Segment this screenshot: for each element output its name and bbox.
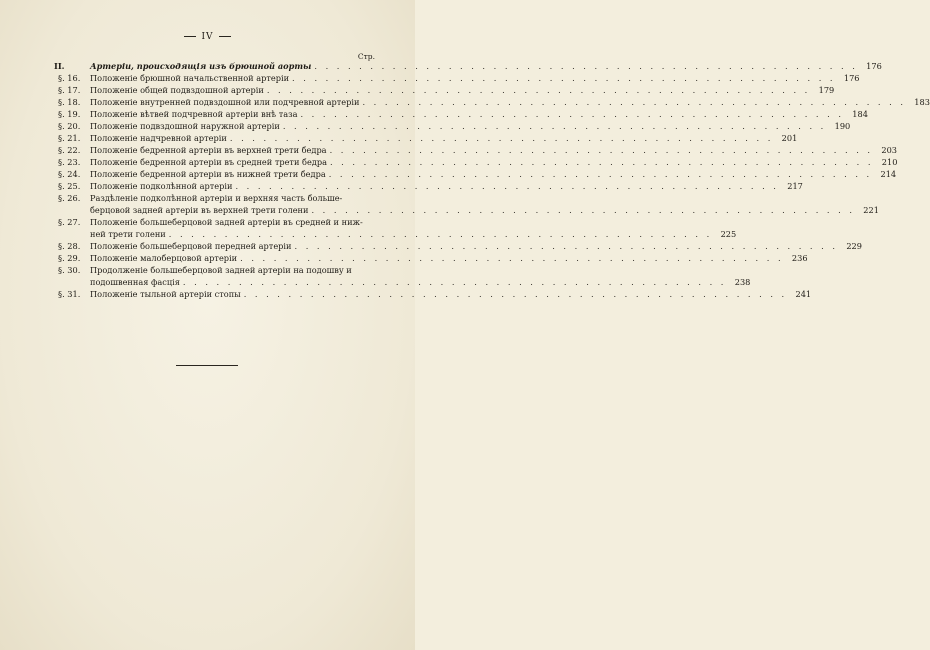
dot-leader (283, 120, 826, 132)
toc-page-number: 221 (863, 205, 879, 215)
dot-leader (267, 84, 810, 96)
toc-entry-body (90, 192, 879, 216)
toc-page-number: 184 (852, 109, 868, 119)
toc-entry-title: Положеніе малоберцовой артеріи (90, 253, 238, 263)
toc-entry-number: §. 31. (58, 289, 81, 299)
running-head (0, 32, 415, 42)
toc-page-number: 203 (881, 145, 898, 155)
toc-entry (58, 144, 898, 156)
dot-leader (295, 240, 838, 252)
toc-entry-number: §. 19. (58, 109, 81, 119)
dot-leader (314, 60, 857, 72)
toc-entry-body (90, 264, 750, 288)
toc-entry-body (90, 240, 862, 252)
toc-entry-body (90, 168, 896, 180)
dot-leader (330, 144, 873, 156)
toc-entry-title: подошвенная фасція (90, 277, 180, 287)
toc-entry-line (90, 120, 850, 132)
toc-entry-title: Положеніе бедренной артеріи въ верхней трети бедра (90, 145, 327, 155)
toc-entry-line (90, 132, 797, 144)
toc-entry-title: Положеніе внутренней подвздошной или подчревной артеріи (90, 97, 360, 107)
dot-leader (230, 132, 773, 144)
toc-entry (58, 240, 862, 252)
toc-entry-body (90, 96, 930, 108)
toc-entry (58, 216, 737, 240)
toc-entry (58, 252, 808, 264)
toc-entry-title: Положеніе бедренной артеріи въ средней трети бедра (90, 157, 327, 167)
toc-entry-number: §. 25. (58, 181, 81, 191)
toc-page-number: 217 (787, 181, 803, 191)
dot-leader (362, 96, 905, 108)
toc-page-number: 236 (791, 253, 808, 263)
toc-page-number: 241 (795, 289, 812, 299)
toc-entry (58, 84, 835, 96)
toc-entry-line (90, 108, 868, 120)
toc-entry (58, 156, 898, 168)
page-number-roman: IV (201, 32, 214, 42)
toc-entry-title: Положеніе подвздошной наружной артеріи (90, 121, 280, 131)
toc-entry-title: Положеніе надчревной артеріи (90, 133, 227, 143)
toc-section-heading (54, 60, 882, 72)
toc-entry-number: §. 30. (58, 265, 81, 275)
toc-entry (58, 72, 860, 84)
right-rule (219, 36, 231, 37)
toc-entry-body (90, 72, 860, 84)
dot-leader (240, 252, 783, 264)
toc-entry-line (90, 168, 896, 180)
toc-entry-line (90, 192, 879, 204)
toc-page-number: 176 (843, 73, 860, 83)
page-column-label: Стр. (357, 52, 375, 61)
toc-entry-body (90, 120, 850, 132)
toc-entry (58, 180, 803, 192)
toc-entry-number: §. 28. (58, 241, 81, 251)
toc-entry (58, 120, 851, 132)
toc-entry-number: §. 18. (58, 97, 81, 107)
toc-entry-body (90, 216, 736, 240)
toc-entry (58, 168, 897, 180)
toc-page-number: 225 (720, 229, 737, 239)
toc-entry-line (90, 72, 860, 84)
toc-entry-title: Положеніе большеберцовой задней артеріи въ средней и ниж- (90, 217, 363, 227)
toc-entry-body (90, 180, 803, 192)
toc-entry-title: Положеніе брюшной начальственной артеріи (90, 73, 290, 83)
dot-leader (235, 180, 778, 192)
toc-entry-number: §. 29. (58, 253, 81, 263)
toc-page-number: 229 (846, 241, 862, 251)
toc-page-number: 201 (781, 133, 798, 143)
toc-entry (58, 132, 798, 144)
toc-entry-body (90, 60, 882, 72)
toc-entry-line (90, 228, 736, 240)
toc-entry-title: Положеніе бедренной артеріи въ нижней трети бедра (90, 169, 326, 179)
toc-entry-number: §. 27. (58, 217, 81, 227)
dot-leader (292, 72, 835, 84)
closing-rule (176, 365, 238, 366)
toc-entry-line (90, 204, 879, 216)
toc-entry-line (90, 60, 882, 72)
left-rule (184, 36, 196, 37)
toc-entry-number: §. 22. (58, 145, 81, 155)
toc-entry-line (90, 96, 930, 108)
toc-page-number: 190 (834, 121, 851, 131)
toc-page-number: 214 (880, 169, 897, 179)
toc-entry-line (90, 84, 834, 96)
toc-entry-line (90, 240, 862, 252)
toc-entry-number: II. (54, 61, 65, 71)
toc-entry (58, 264, 751, 288)
toc-entry-body (90, 252, 808, 264)
toc-entry-body (90, 156, 897, 168)
toc-entry-line (90, 276, 750, 288)
toc-entry-line (90, 288, 811, 300)
toc-entry-line (90, 216, 736, 228)
toc-entry-line (90, 252, 808, 264)
toc-entry-title: Раздѣленіе подколѣнной артеріи и верхняя часть больше- (90, 193, 343, 203)
dot-leader (244, 288, 787, 300)
toc-entry-title: Положеніе тыльной артеріи стопы (90, 289, 241, 299)
dot-leader (329, 168, 872, 180)
toc-entry-title: Положеніе большеберцовой передней артеріи (90, 241, 292, 251)
toc-page-number: 210 (881, 157, 898, 167)
toc-page-number: 176 (866, 61, 882, 71)
toc-entry (58, 108, 868, 120)
dot-leader (311, 204, 854, 216)
toc-entry-line (90, 180, 803, 192)
toc-entry-title: Артеріи, происходящія изъ брюшной аорты (90, 61, 312, 71)
dot-leader (300, 108, 843, 120)
toc-entry-body (90, 144, 897, 156)
table-of-contents (54, 60, 930, 300)
toc-entry-line (90, 264, 750, 276)
toc-entry-number: §. 17. (58, 85, 81, 95)
toc-entry-number: §. 24. (58, 169, 81, 179)
toc-entry-title: Положеніе вѣтвей подчревной артеріи внѣ таза (90, 109, 298, 119)
toc-entry (58, 192, 879, 216)
toc-page-number: 179 (818, 85, 835, 95)
toc-entry-body (90, 84, 834, 96)
dot-leader (183, 276, 726, 288)
toc-entry (58, 96, 930, 108)
toc-entry-number: §. 26. (58, 193, 81, 203)
toc-entry-line (90, 144, 897, 156)
toc-page-number: 238 (734, 277, 751, 287)
toc-entry-body (90, 132, 797, 144)
toc-entry-number: §. 23. (58, 157, 81, 167)
toc-entry-number: §. 20. (58, 121, 81, 131)
toc-page-number: 183 (914, 97, 930, 107)
toc-entry-body (90, 288, 811, 300)
dot-leader (330, 156, 873, 168)
dot-leader (169, 228, 712, 240)
toc-entry-title: Положеніе общей подвздошной артеріи (90, 85, 264, 95)
toc-entry-title: Положеніе подколѣнной артеріи (90, 181, 233, 191)
toc-entry-line (90, 156, 897, 168)
toc-entry-title: берцовой задней артеріи въ верхней трети голени (90, 205, 309, 215)
toc-entry-title: Продолженіе большеберцовой задней артеріи на подошву и (90, 265, 352, 275)
toc-entry (58, 288, 812, 300)
toc-entry-body (90, 108, 868, 120)
toc-entry-number: §. 16. (58, 73, 81, 83)
toc-entry-number: §. 21. (58, 133, 81, 143)
toc-entry-title: ней трети голени (90, 229, 166, 239)
